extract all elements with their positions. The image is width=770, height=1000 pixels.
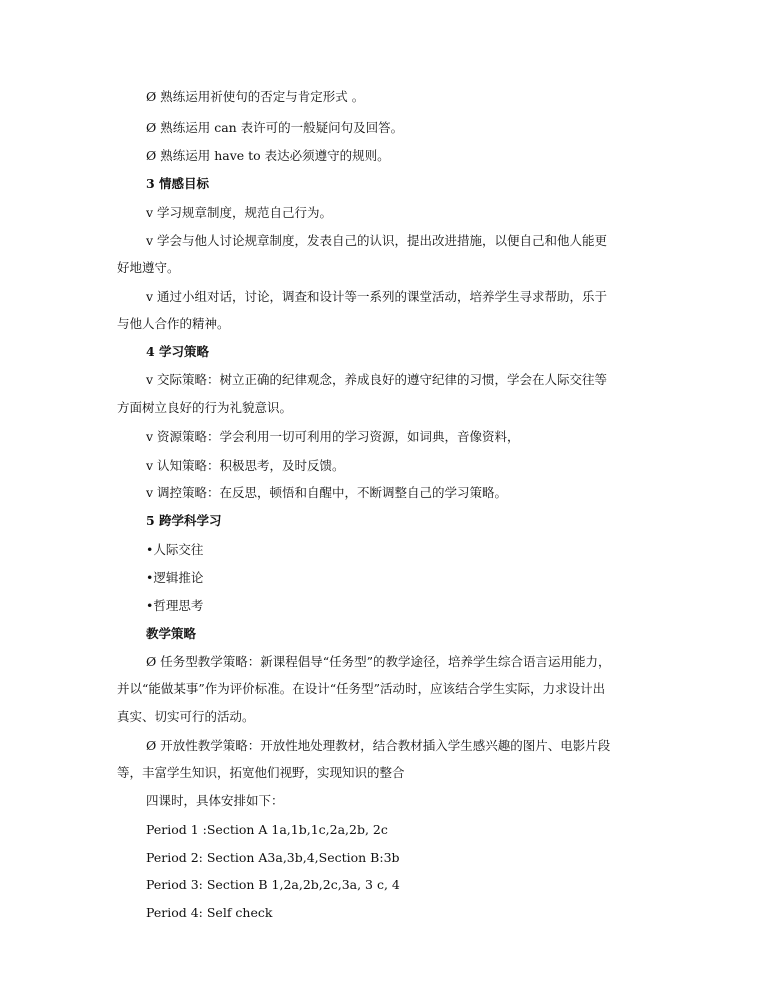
strategy-communication-cont: 方面树立良好的行为礼貌意识。 [117,400,293,415]
period-4: Period 4: Self check [146,905,273,920]
cross-subject-item-3: •哲理思考 [146,598,204,613]
heading-emotion-goals: 3 情感目标 [146,176,210,191]
emotion-item-2-cont: 好地遵守。 [117,260,180,275]
teaching-task-based: Ø 任务型教学策略：新课程倡导“任务型”的教学途径，培养学生综合语言运用能力， [146,654,611,669]
emotion-item-1: v 学习规章制度，规范自己行为。 [146,205,333,220]
teaching-task-based-cont-1: 并以“能做某事”作为评价标准。在设计“任务型”活动时，应该结合学生实际，力求设计出 [117,681,606,696]
objective-have-to: Ø 熟练运用 have to 表达必须遵守的规则。 [146,148,390,163]
period-3: Period 3: Section B 1,2a,2b,2c,3a, 3 c, 4 [146,877,400,892]
cross-subject-item-2: •逻辑推论 [146,570,204,585]
strategy-resources: v 资源策略：学会利用一切可利用的学习资源，如词典，音像资料， [146,429,520,444]
period-1: Period 1 :Section A 1a,1b,1c,2a,2b, 2c [146,822,388,837]
emotion-item-2: v 学会与他人讨论规章制度，发表自己的认识，提出改进措施，以便自己和他人能更 [146,233,608,248]
heading-teaching-strategy: 教学策略 [146,626,197,641]
strategy-regulation: v 调控策略：在反思，顿悟和自醒中，不断调整自己的学习策略。 [146,485,508,500]
heading-learning-strategy: 4 学习策略 [146,344,210,359]
strategy-cognitive: v 认知策略：积极思考，及时反馈。 [146,458,345,473]
objective-imperative: Ø 熟练运用祈使句的否定与肯定形式 。 [146,89,365,104]
heading-cross-subject: 5 跨学科学习 [146,513,222,528]
schedule-intro: 四课时，具体安排如下： [146,793,284,808]
teaching-task-based-cont-2: 真实、切实可行的活动。 [117,709,255,724]
strategy-communication: v 交际策略：树立正确的纪律观念，养成良好的遵守纪律的习惯，学会在人际交往等 [146,372,608,387]
emotion-item-3: v 通过小组对话，讨论，调查和设计等一系列的课堂活动，培养学生寻求帮助，乐于 [146,289,608,304]
period-2: Period 2: Section A3a,3b,4,Section B:3b [146,850,400,865]
teaching-open: Ø 开放性教学策略：开放性地处理教材，结合教材插入学生感兴趣的图片、电影片段 [146,738,611,753]
teaching-open-cont: 等，丰富学生知识，拓宽他们视野，实现知识的整合 [117,765,405,780]
emotion-item-3-cont: 与他人合作的精神。 [117,316,230,331]
objective-can: Ø 熟练运用 can 表许可的一般疑问句及回答。 [146,120,404,135]
cross-subject-item-1: •人际交往 [146,542,204,557]
